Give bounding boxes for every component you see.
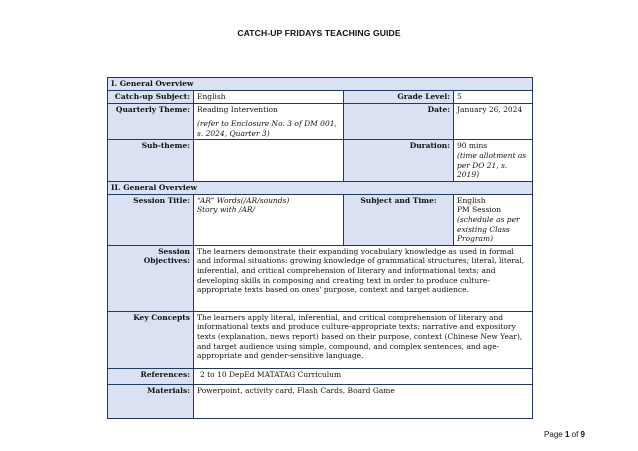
catch-up-subject-label: Catch-up Subject: bbox=[108, 91, 194, 104]
section-header-row bbox=[108, 181, 533, 194]
page-total: 9 bbox=[580, 430, 585, 439]
subject-and-time-note: (schedule as per existing Class Program) bbox=[457, 214, 520, 244]
duration-value: 90 mins bbox=[457, 141, 488, 151]
quarterly-theme-label: Quarterly Theme: bbox=[108, 103, 194, 140]
materials-value: Powerpoint, activity card, Flash Cards, Board Game bbox=[194, 384, 533, 418]
subject-and-time-line1: English bbox=[457, 195, 486, 205]
duration-cell bbox=[454, 140, 533, 181]
sub-theme-label: Sub-theme: bbox=[108, 140, 194, 181]
session-title-line1: “AR” Words(/AR/sounds) bbox=[197, 195, 290, 205]
table-row bbox=[108, 311, 533, 368]
session-title-cell bbox=[194, 194, 344, 245]
references-label: References: bbox=[108, 368, 194, 384]
date-label: Date: bbox=[344, 103, 454, 140]
teaching-guide-table bbox=[107, 77, 533, 419]
table-row bbox=[108, 368, 533, 384]
section-heading-general-overview-2: II. General Overview bbox=[108, 181, 533, 194]
subject-and-time-cell bbox=[454, 194, 533, 245]
sub-theme-value bbox=[194, 140, 344, 181]
materials-label: Materials: bbox=[108, 384, 194, 418]
section-heading-general-overview: I. General Overview bbox=[108, 78, 533, 91]
table-row bbox=[108, 103, 533, 140]
session-objectives-value: The learners demonstrate their expanding vocabulary knowledge as used in formal and informal situations: growing knowledge of grammatical structures; literal, literal, inferential, and critical comprehension of literary and informational texts; and developing skills in composing and creating text in order to produce culture-appropriate texts based on ones' purpose, context and target audience. bbox=[194, 245, 533, 311]
duration-note: (time allotment as per DO 21, s. 2019) bbox=[457, 150, 527, 180]
table-row bbox=[108, 140, 533, 181]
quarterly-theme-cell bbox=[194, 103, 344, 140]
date-value: January 26, 2024 bbox=[454, 103, 533, 140]
page-word: Page bbox=[544, 430, 563, 439]
table-row bbox=[108, 245, 533, 311]
duration-label: Duration: bbox=[344, 140, 454, 181]
session-objectives-label: Session Objectives: bbox=[108, 245, 194, 311]
subject-and-time-label: Subject and Time: bbox=[344, 194, 454, 245]
page-of: of bbox=[571, 430, 579, 439]
section-header-row bbox=[108, 78, 533, 91]
session-title-label: Session Title: bbox=[108, 194, 194, 245]
key-concepts-value: The learners apply literal, inferential, and critical comprehension of literary and informational texts and produce culture-appropriate texts: narrative and expository texts (explanation, news report) based on their purpose, context (Chinese New Year), and target audience using simple, compound, and complex sentences, and age-appropriate and gender-sensitive language. bbox=[194, 311, 533, 368]
table-row bbox=[108, 384, 533, 418]
subject-and-time-line2: PM Session bbox=[457, 205, 502, 215]
quarterly-theme-note: (refer to Enclosure No. 3 of DM 001, s. 2024, Quarter 3) bbox=[197, 119, 337, 138]
catch-up-subject-value: English bbox=[194, 91, 344, 104]
key-concepts-label: Key Concepts bbox=[108, 311, 194, 368]
grade-level-value: 5 bbox=[454, 91, 533, 104]
document-title: CATCH-UP FRIDAYS TEACHING GUIDE bbox=[237, 28, 401, 38]
table-row bbox=[108, 194, 533, 245]
grade-level-label: Grade Level: bbox=[344, 91, 454, 104]
quarterly-theme-value: Reading Intervention bbox=[197, 104, 278, 114]
session-title-line2: Story with /AR/ bbox=[197, 205, 256, 215]
table-row bbox=[108, 91, 533, 104]
page-number bbox=[544, 430, 585, 439]
page-current: 1 bbox=[564, 430, 570, 439]
references-value: 2 to 10 DepEd MATATAG Curriculum bbox=[194, 368, 533, 384]
